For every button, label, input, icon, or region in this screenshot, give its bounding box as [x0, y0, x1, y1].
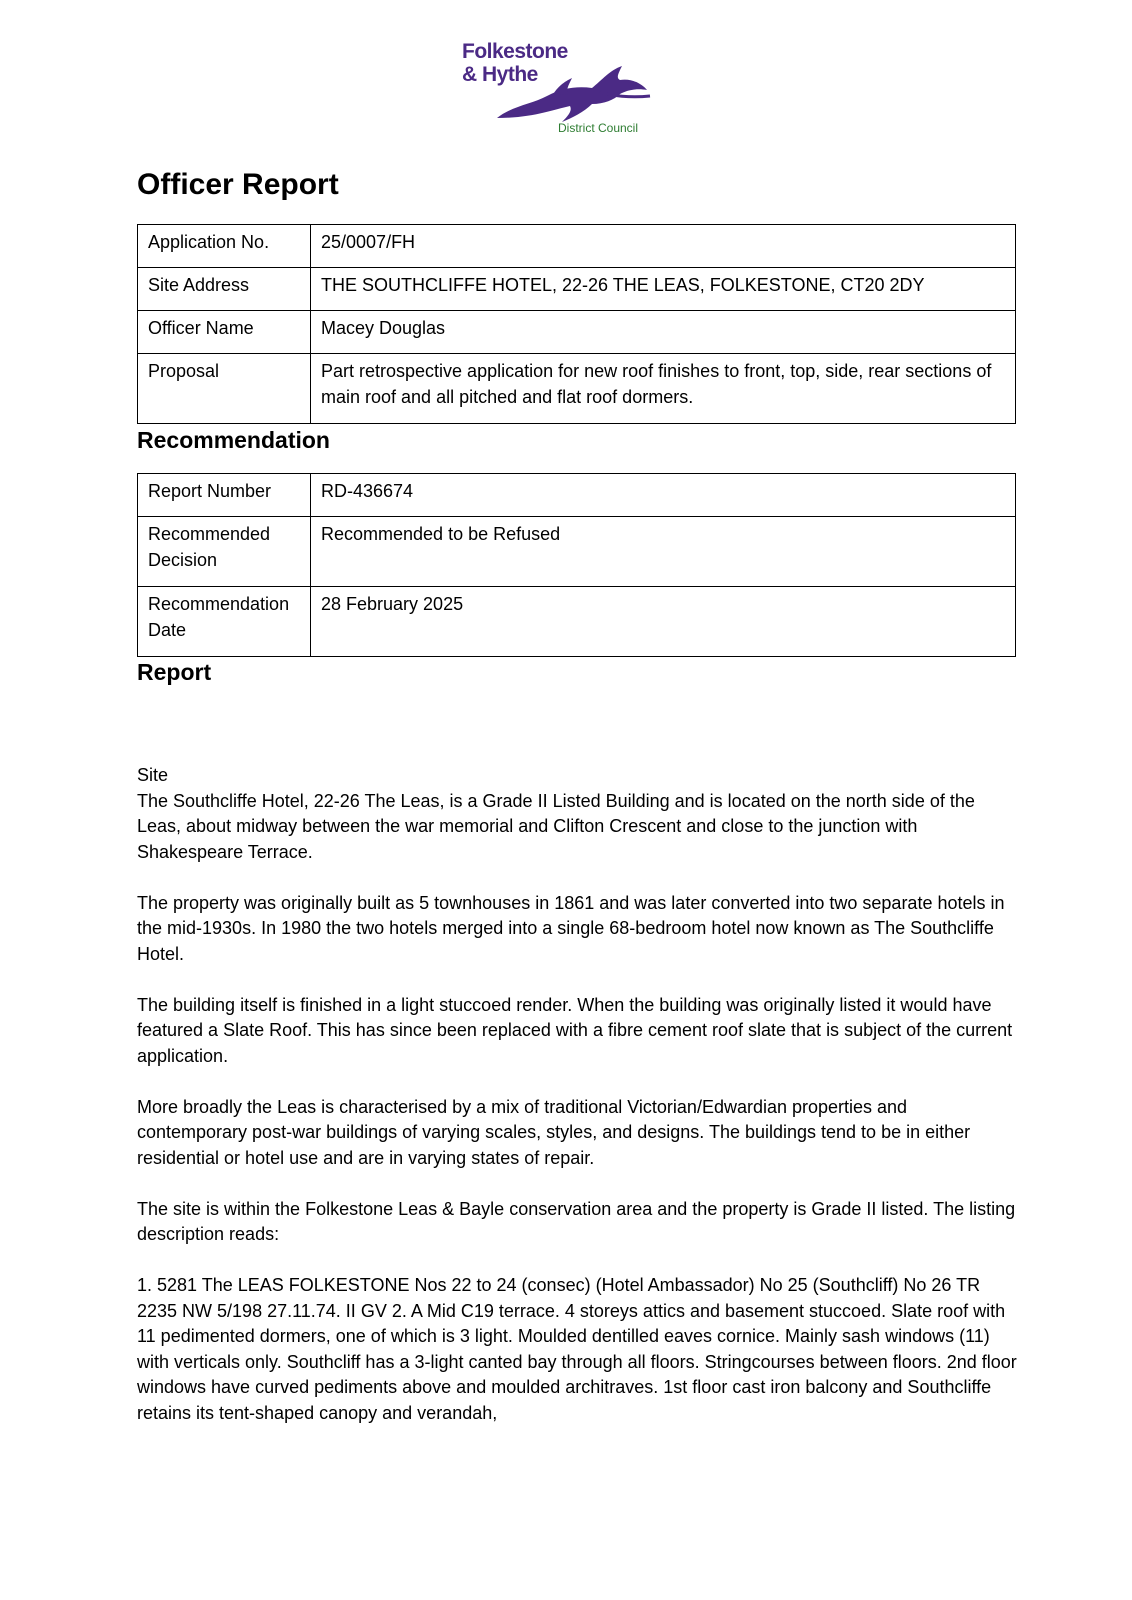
table-label: Recommendation Date: [138, 587, 311, 657]
recommendation-table: [137, 473, 1016, 657]
table-value: Macey Douglas: [311, 311, 1016, 354]
report-paragraph: The site is within the Folkestone Leas & Bayle conservation area and the property is Grade II listed. The listing description reads:: [137, 1198, 1016, 1244]
table-row: [138, 311, 1016, 354]
report-paragraph: The building itself is finished in a light stuccoed render. When the building was originally listed it would have featured a Slate Roof. This has since been replaced with a fibre cement roof slate that is subject of the current application.: [137, 994, 1013, 1066]
horse-icon: [492, 56, 652, 126]
report-paragraph: The property was originally built as 5 townhouses in 1861 and was later converted into two separate hotels in the mid-1930s. In 1980 the two hotels merged into a single 68-bedroom hotel now known as The Southcliffe Hotel.: [137, 892, 1005, 964]
report-paragraph: More broadly the Leas is characterised by a mix of traditional Victorian/Edwardian properties and contemporary post-war buildings of varying scales, styles, and designs. The buildings tend to be in either residential or hotel use and are in varying states of repair.: [137, 1096, 971, 1168]
report-paragraph: The Southcliffe Hotel, 22-26 The Leas, is a Grade II Listed Building and is located on the north side of the Leas, about midway between the war memorial and Clifton Crescent and close to the junction with Shakespeare Terrace.: [137, 790, 975, 862]
application-table: [137, 224, 1016, 424]
site-heading: Site: [137, 765, 169, 785]
table-row: [138, 587, 1016, 657]
page-title: Officer Report: [137, 168, 339, 201]
table-label: Officer Name: [138, 311, 311, 354]
table-value: Part retrospective application for new roof finishes to front, top, side, rear sections of main roof and all pitched and flat roof dormers.: [311, 354, 1016, 424]
table-label: Report Number: [138, 474, 311, 517]
table-row: [138, 354, 1016, 424]
table-value: RD-436674: [311, 474, 1016, 517]
table-row: [138, 517, 1016, 587]
table-value: 28 February 2025: [311, 587, 1016, 657]
table-row: [138, 474, 1016, 517]
table-label: Recommended Decision: [138, 517, 311, 587]
table-value: 25/0007/FH: [311, 225, 1016, 268]
council-logo: [462, 36, 662, 140]
table-value: THE SOUTHCLIFFE HOTEL, 22-26 THE LEAS, FOLKESTONE, CT20 2DY: [311, 268, 1016, 311]
recommendation-heading: Recommendation: [137, 427, 330, 453]
report-paragraph: 1. 5281 The LEAS FOLKESTONE Nos 22 to 24 (consec) (Hotel Ambassador) No 25 (Southcliff) No 26 TR 2235 NW 5/198 27.11.74. II GV 2. A Mid C19 terrace. 4 storeys attics and basement stuccoed. Slate roof with 11 pedimented dormers, one of which is 3 light. Moulded dentilled eaves cornice. Mainly sash windows (11) with verticals only. Southcliff has a 3-light canted bay through all floors. Stringcourses between floors. 2nd floor windows have curved pediments above and moulded architraves. 1st floor cast iron balcony and Southcliffe retains its tent-shaped canopy and verandah,: [137, 1275, 1017, 1423]
table-row: [138, 268, 1016, 311]
logo-subtitle: District Council: [558, 121, 639, 135]
report-body: [137, 763, 1017, 1452]
logo-line1: Folkestone: [462, 40, 568, 63]
table-value: Recommended to be Refused: [311, 517, 1016, 587]
table-row: [138, 225, 1016, 268]
table-label: Site Address: [138, 268, 311, 311]
report-heading: Report: [137, 659, 212, 685]
table-label: Proposal: [138, 354, 311, 424]
table-label: Application No.: [138, 225, 311, 268]
logo-line2: & Hythe: [462, 63, 538, 86]
